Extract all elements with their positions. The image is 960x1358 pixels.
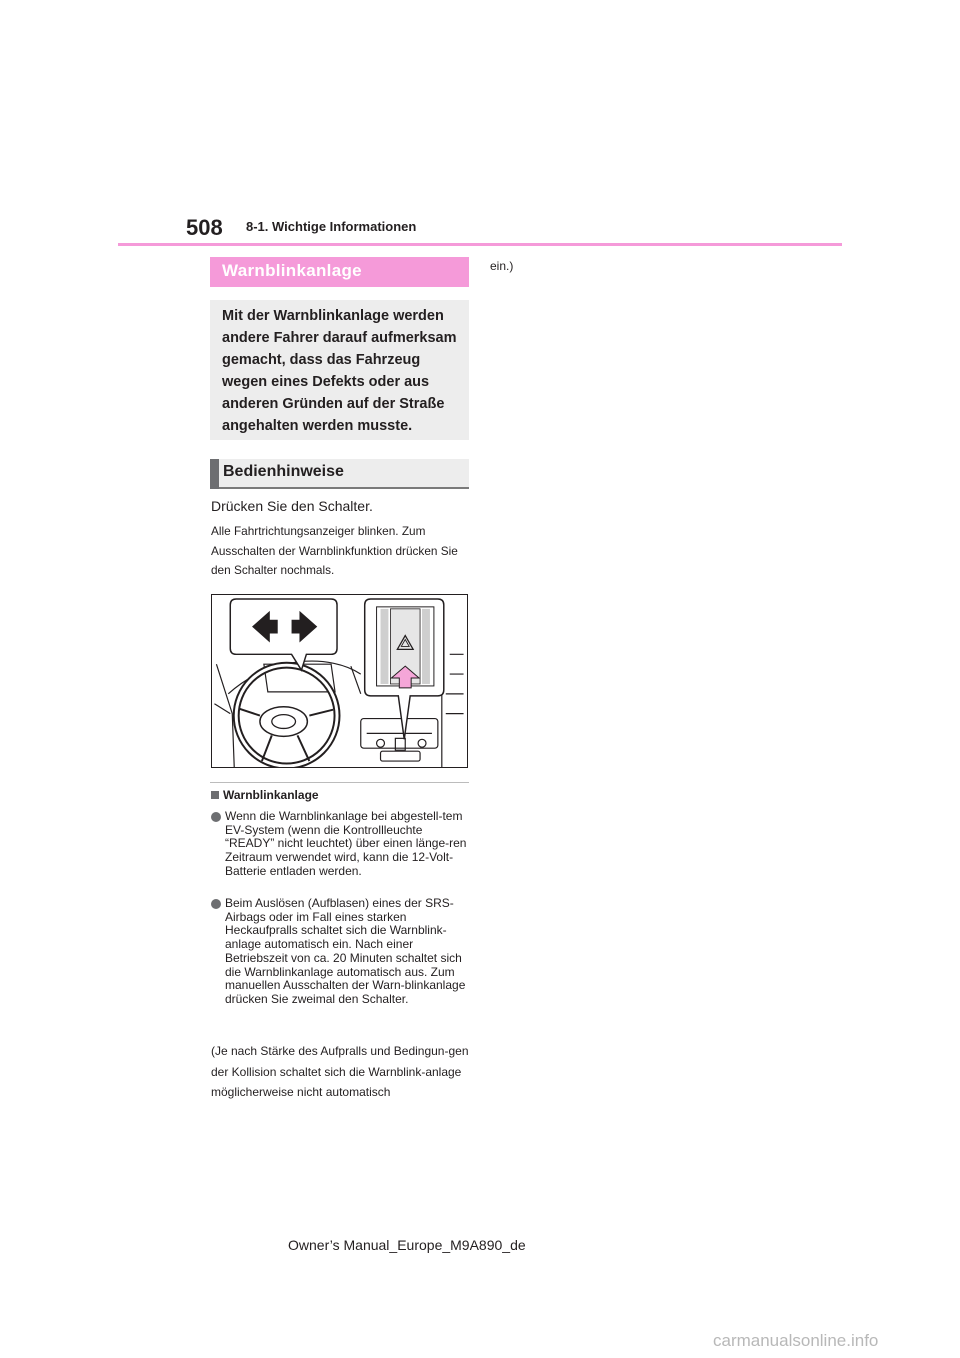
steering-wheel-icon <box>236 665 337 766</box>
note-bullet <box>211 897 469 1007</box>
page-number: 508 <box>186 215 223 240</box>
note-bullet <box>211 810 469 879</box>
note-bullet-text: Wenn die Warnblinkanlage bei abgestell-tem EV-System (wenn die Kontrollleuchte “READY” nicht leuchtet) über einen länge-ren Zeitraum verwendet wird, kann die 12-Volt-Batterie entladen werden. <box>225 809 467 878</box>
section-heading-text: Warnblinkanlage <box>222 261 362 280</box>
note-title <box>211 788 319 802</box>
turn-signal-callout <box>230 599 337 670</box>
closing-paragraph-continued: ein.) <box>490 259 514 273</box>
header-rule <box>118 243 842 246</box>
section-heading-bedienhinweise <box>210 459 469 489</box>
instruction-detail: Alle Fahrtrichtungsanzeiger blinken. Zum Ausschalten der Warnblinkfunktion drücken Sie den Schalter nochmals. <box>211 524 458 577</box>
note-bullet-text: Beim Auslösen (Aufblasen) eines der SRS-Airbags oder im Fall eines starken Heckaufpralls schaltet sich die Warnblink-anlage automatisch ein. Nach einer Betriebszeit von ca. 20 Minuten schaltet sich die Warnblinkanlage automatisch aus. Zum manuellen Ausschalten der Warn-blinkanlage drücken Sie zweimal den Schalter. <box>225 896 466 1006</box>
square-bullet-icon <box>211 791 219 799</box>
section-heading-warnblinkanlage <box>210 257 469 287</box>
heading-bar <box>210 459 219 489</box>
chapter-title: 8-1. Wichtige Informationen <box>246 219 417 234</box>
figure-rule <box>210 782 469 783</box>
bullet-dot-icon <box>211 899 221 909</box>
section-heading-text: Bedienhinweise <box>223 463 344 480</box>
note-title-text: Warnblinkanlage <box>223 788 319 802</box>
hazard-switch-illustration <box>211 594 468 768</box>
lead-box <box>210 300 469 440</box>
bullet-dot-icon <box>211 812 221 822</box>
instruction-text: Drücken Sie den Schalter. <box>211 498 373 514</box>
watermark: carmanualsonline.info <box>713 1331 879 1350</box>
closing-paragraph: (Je nach Stärke des Aufpralls und Bedingun-gen der Kollision schaltet sich die Warnblink-anlage möglicherweise nicht automatisch <box>211 1044 469 1099</box>
footer-text: Owner’s Manual_Europe_M9A890_de <box>288 1237 526 1253</box>
lead-text: Mit der Warnblinkanlage werden andere Fahrer darauf aufmerksam gemacht, dass das Fahrzeug wegen eines Defekts oder aus anderen Gründen auf der Straße angehalten werden musste. <box>222 308 457 434</box>
